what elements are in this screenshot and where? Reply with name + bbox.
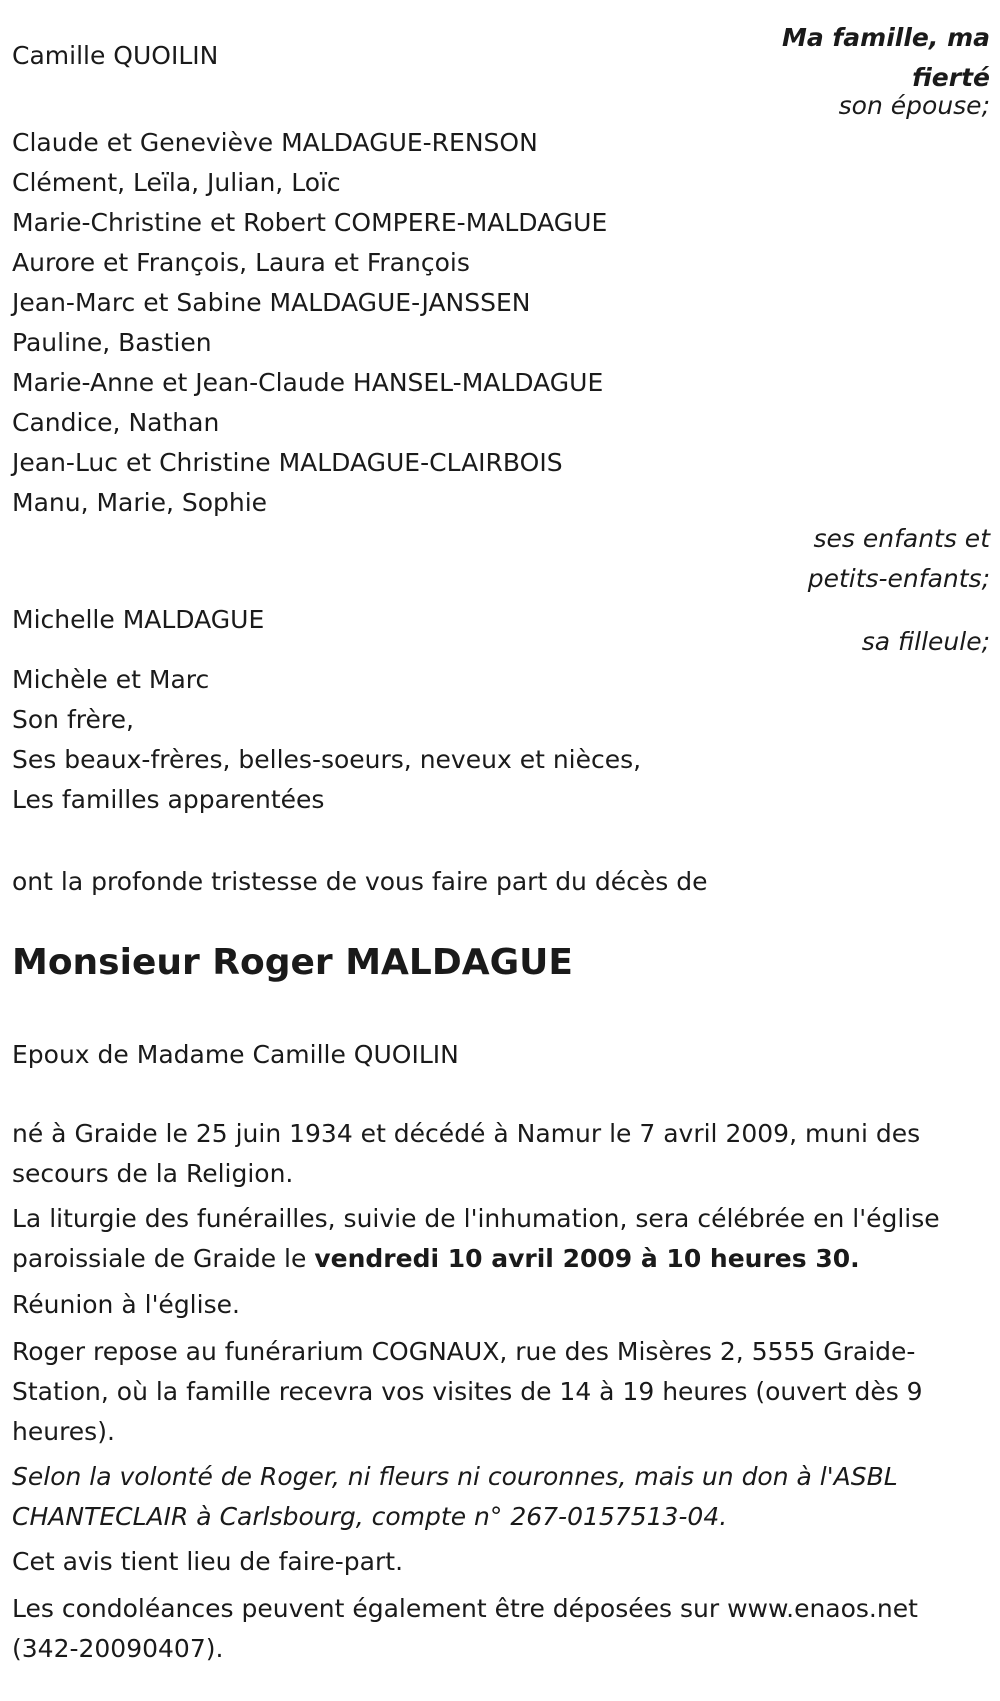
list-item: Son frère, xyxy=(12,705,134,734)
spouse-name: Camille QUOILIN xyxy=(12,41,219,70)
birth-death-paragraph: né à Graide le 25 juin 1934 et décédé à Namur le 7 avril 2009, muni des secours de la Religion. xyxy=(12,1119,921,1188)
other-relatives xyxy=(12,660,641,820)
list-item: Manu, Marie, Sophie xyxy=(12,488,268,517)
list-item: Candice, Nathan xyxy=(12,408,220,437)
liturgy-date: vendredi 10 avril 2009 à 10 heures 30. xyxy=(314,1244,860,1273)
funerarium-paragraph: Roger repose au funérarium COGNAUX, rue des Misères 2, 5555 Graide-Station, où la famille recevra vos visites de 14 à 19 heures (ouvert dès 9 heures). xyxy=(12,1337,923,1446)
condolences-paragraph: Les condoléances peuvent également être déposées sur www.enaos.net (342-20090407). xyxy=(12,1594,918,1663)
list-item: Marie-Christine et Robert COMPERE-MALDAGUE xyxy=(12,208,608,237)
notice-paragraph: Cet avis tient lieu de faire-part. xyxy=(12,1547,404,1576)
list-item: Jean-Marc et Sabine MALDAGUE-JANSSEN xyxy=(12,288,531,317)
list-item: Claude et Geneviève MALDAGUE-RENSON xyxy=(12,128,538,157)
list-item: Ses beaux-frères, belles-soeurs, neveux et nièces, xyxy=(12,745,642,774)
list-item: Michèle et Marc xyxy=(12,665,210,694)
obituary-page xyxy=(12,0,990,1701)
list-item: Les familles apparentées xyxy=(12,785,325,814)
reunion-paragraph: Réunion à l'église. xyxy=(12,1290,240,1319)
spouse-role: son épouse; xyxy=(838,91,990,120)
wish-paragraph: Selon la volonté de Roger, ni fleurs ni couronnes, mais un don à l'ASBL CHANTECLAIR à Carlsbourg, compte n° 267-0157513-04. xyxy=(12,1462,898,1531)
goddaughter-role: sa filleule; xyxy=(861,627,990,656)
liturgy-text: La liturgie des funérailles, suivie de l'inhumation, sera célébrée en l'église paroissiale de Graide le xyxy=(12,1204,940,1273)
children-role-line-2: petits-enfants; xyxy=(807,564,990,593)
children-role xyxy=(808,519,990,599)
list-item: Marie-Anne et Jean-Claude HANSEL-MALDAGUE xyxy=(12,368,604,397)
spouse-of: Epoux de Madame Camille QUOILIN xyxy=(12,1040,459,1069)
motto-line-1: Ma famille, ma xyxy=(781,23,990,52)
list-item: Jean-Luc et Christine MALDAGUE-CLAIRBOIS xyxy=(12,448,563,477)
children-list xyxy=(12,123,607,523)
list-item: Aurore et François, Laura et François xyxy=(12,248,470,277)
list-item: Pauline, Bastien xyxy=(12,328,212,357)
liturgy-paragraph xyxy=(12,1199,987,1279)
announcement: ont la profonde tristesse de vous faire part du décès de xyxy=(12,867,708,896)
goddaughter-name: Michelle MALDAGUE xyxy=(12,605,265,634)
motto-line-2: fierté xyxy=(912,63,990,92)
deceased-name: Monsieur Roger MALDAGUE xyxy=(12,942,573,983)
list-item: Clément, Leïla, Julian, Loïc xyxy=(12,168,341,197)
children-role-line-1: ses enfants et xyxy=(813,524,990,553)
